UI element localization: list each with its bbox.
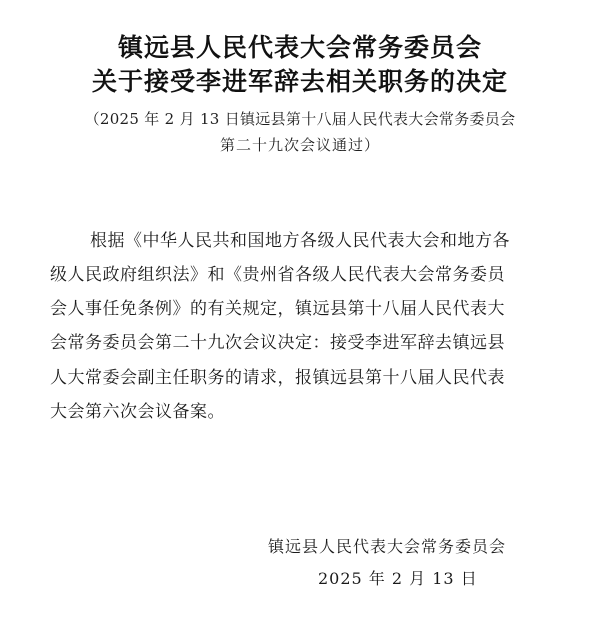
body-line-5: 人大常委会副主任职务的请求，报镇远县第十八届人民代表: [50, 368, 505, 388]
meeting-note-line-2: 第二十九次会议通过）: [219, 136, 380, 154]
document-title-line-2: 关于接受李进军辞去相关职务的决定: [91, 67, 508, 96]
document-title-line-1: 镇远县人民代表大会常务委员会: [117, 33, 482, 62]
body-line-6: 大会第六次会议备案。: [50, 402, 225, 422]
body-line-1: 根据《中华人民共和国地方各级人民代表大会和地方各: [90, 231, 510, 251]
body-line-3: 会人事任免条例》的有关规定，镇远县第十八届人民代表大: [50, 299, 505, 319]
body-line-2: 级人民政府组织法》和《贵州省各级人民代表大会常务委员: [50, 265, 505, 285]
signature-organization: 镇远县人民代表大会常务委员会: [268, 537, 507, 556]
body-line-4: 会常务委员会第二十九次会议决定：接受李进军辞去镇远县: [50, 333, 505, 353]
signature-date: 2025 年 2 月 13 日: [318, 569, 478, 588]
meeting-note-line-1: （2025 年 2 月 13 日镇远县第十八届人民代表大会常务委员会: [84, 110, 516, 128]
